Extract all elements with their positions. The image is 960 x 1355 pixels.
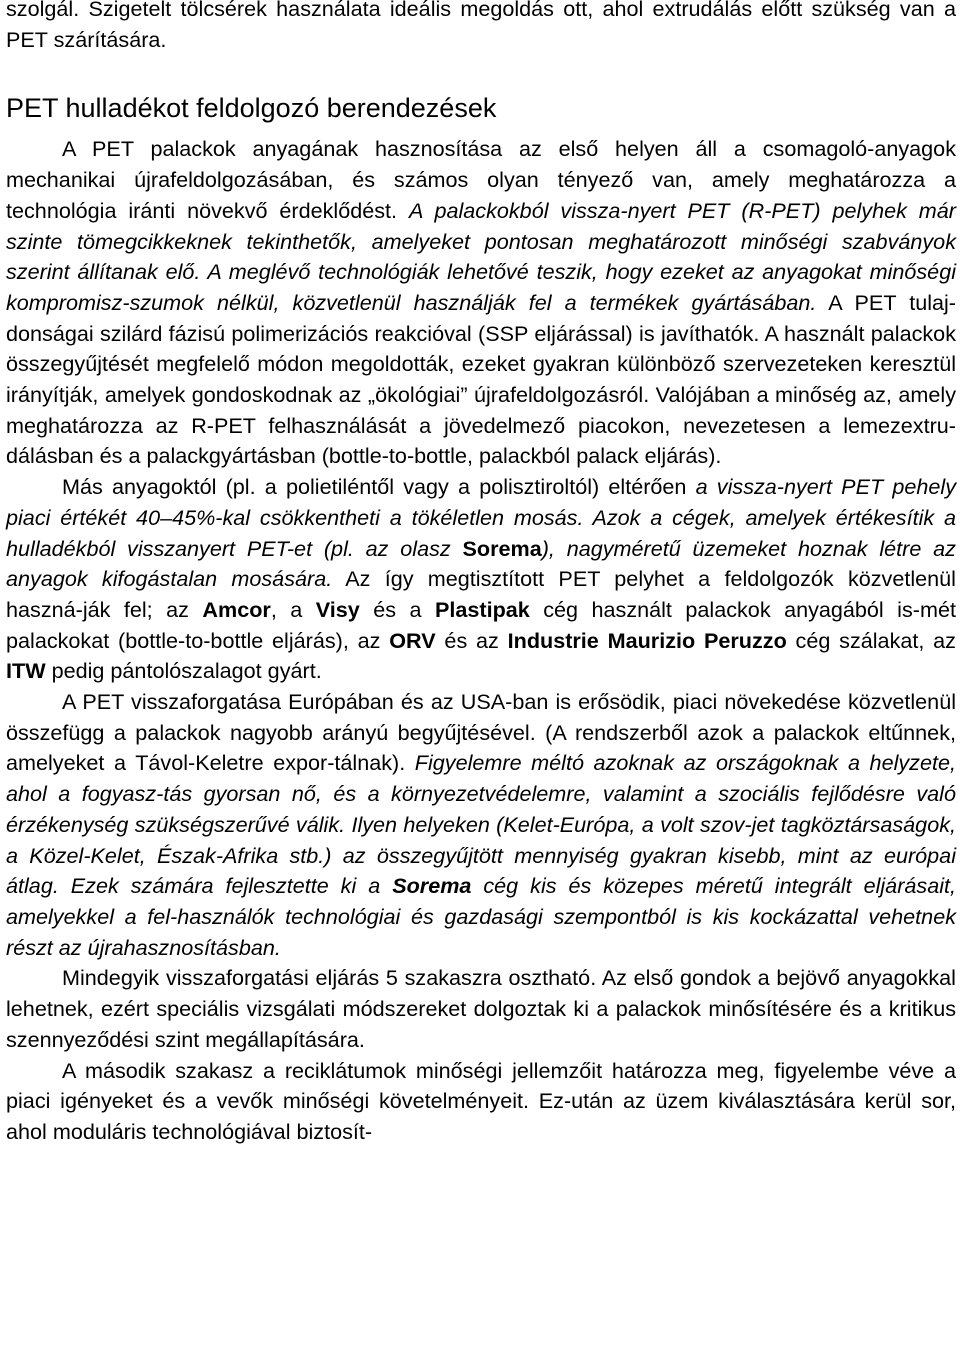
text-run: Mindegyik visszaforgatási eljárás 5 szakaszra osztható. Az első gondok a bejövő anyagokkal lehetnek, ezért speciális vizsgálati módszereket dolgoztak ki a palackok minősítésére és a kritikus szennyeződési szint megállapítására. <box>6 965 956 1052</box>
section-heading: PET hulladékot feldolgozó berendezések <box>6 93 497 124</box>
text-run: ITW <box>6 658 46 684</box>
paragraph-second-stage <box>6 1056 956 1148</box>
text-run: Figyelemre méltó azoknak az országoknak a helyzete, ahol a fogyasz-tás gyorsan nő, és a környezetvédelemre, valamint a szociális fejlődésre való érzékenység szükségszerűvé válik. Ilyen helyeken (Kelet-Európa, a volt szov-jet tagköztársaságok, a Közel-Kelet, Észak-Afrika stb.) az összegyűjtött mennyiség gyakran kisebb, mint az európai átlag. Ezek számára fejlesztette ki a <box>6 750 956 899</box>
text-run: Sorema <box>462 535 542 561</box>
text-run: cég szálakat, az <box>786 627 956 653</box>
text-run: a vissza-nyert PET pehely piaci értékét 40–45%-kal csökkentheti a tökéletlen mosás. Azok a cégek, amelyek értékesítik a hulladékból visszanyert PET-et (pl. az olasz <box>6 474 956 561</box>
text-run: A palackokból vissza-nyert PET (R-PET) pelyhek már szinte tömegcikkeknek tekinthetők, amelyeket pontosan meghatározott minőségi szabványok szerint állítanak elő. A meglévő technológiák lehetővé teszik, hogy ezeket az anyagokat minőségi kompromisz-szumok nélkül, közvetlenül használják fel a termékek gyártásában. <box>6 197 956 315</box>
text-run: és a <box>359 596 435 622</box>
text-run: A PET tulaj-donságai szilárd fázisú polimerizációs reakcióval (SSP eljárással) is javíthatók. A használt palackok összegyűjtését megfelelő módon megoldották, ezeket gyakran különböző szervezeteken keresztül irányítják, amelyek gondoskodnak az „ökológiai” újrafeldolgozásról. Valójában a minőség az, amely meghatározza az R-PET felhasználását a jövedelmező piacokon, nevezetesen a lemezextru-dálásban és a palackgyártásban (bottle-to-bottle, palackból palack eljárás). <box>6 289 956 469</box>
text-run: szolgál. Szigetelt tölcsérek használata ideális megoldás ott, ahol extrudálás előtt szükség van a PET szárítására. <box>6 0 956 52</box>
text-run: , a <box>270 596 316 622</box>
text-run: Más anyagoktól (pl. a polietiléntől vagy a polisztiroltól) eltérően <box>62 474 696 500</box>
paragraph-washing-quality <box>6 472 956 687</box>
text-run: A PET visszaforgatása Európában és az USA-ban is erősödik, piaci növekedése közvetlenül összefügg a palackok nagyobb arányú begyűjtésével. (A rendszerből azok a palackok eltűnnek, amelyeket a Távol-Keletre expor-tálnak). <box>6 689 956 776</box>
text-run: cég kis és közepes méretű integrált eljárásait, amelyekkel a fel-használók technológiai és gazdasági szempontból is kis kockázattal vehetnek részt az újrahasznosításban. <box>6 873 956 960</box>
paragraph-europe-usa-growth <box>6 687 956 963</box>
text-run: Visy <box>315 596 360 622</box>
paragraph-five-stages <box>6 963 956 1055</box>
text-run: A második szakasz a reciklátumok minőségi jellemzőit határozza meg, figyelembe véve a piaci igényeket és a vevők minőségi követelményeit. Ez-után az üzem kiválasztására kerül sor, ahol moduláris technológiával biztosít- <box>6 1057 956 1144</box>
text-run: Industrie Maurizio Peruzzo <box>507 627 787 653</box>
text-run: Az így megtisztított PET pelyhet a feldolgozók közvetlenül haszná-ják fel; az <box>6 566 956 622</box>
text-run: pedig pántolószalagot gyárt. <box>45 658 322 684</box>
text-run: ), nagyméretű üzemeket hoznak létre az anyagok kifogástalan mosására. <box>6 535 956 592</box>
paragraph-pet-utilization <box>6 134 956 472</box>
text-run: Sorema <box>392 873 472 899</box>
text-run: A PET palackok anyagának hasznosítása az első helyen áll a csomagoló-anyagok mechanikai újrafeldolgozásában, és számos olyan tényező van, amely meghatározza a technológia iránti növekvő érdeklődést. <box>6 136 956 223</box>
text-run: Plastipak <box>434 596 530 622</box>
text-run: cég használt palackok anyagából is-mét palackokat (bottle-to-bottle eljárás), az <box>6 596 956 653</box>
text-run: Amcor <box>202 596 271 622</box>
paragraph-intro <box>6 0 956 55</box>
text-run: ORV <box>389 627 436 653</box>
text-run: és az <box>435 627 508 653</box>
